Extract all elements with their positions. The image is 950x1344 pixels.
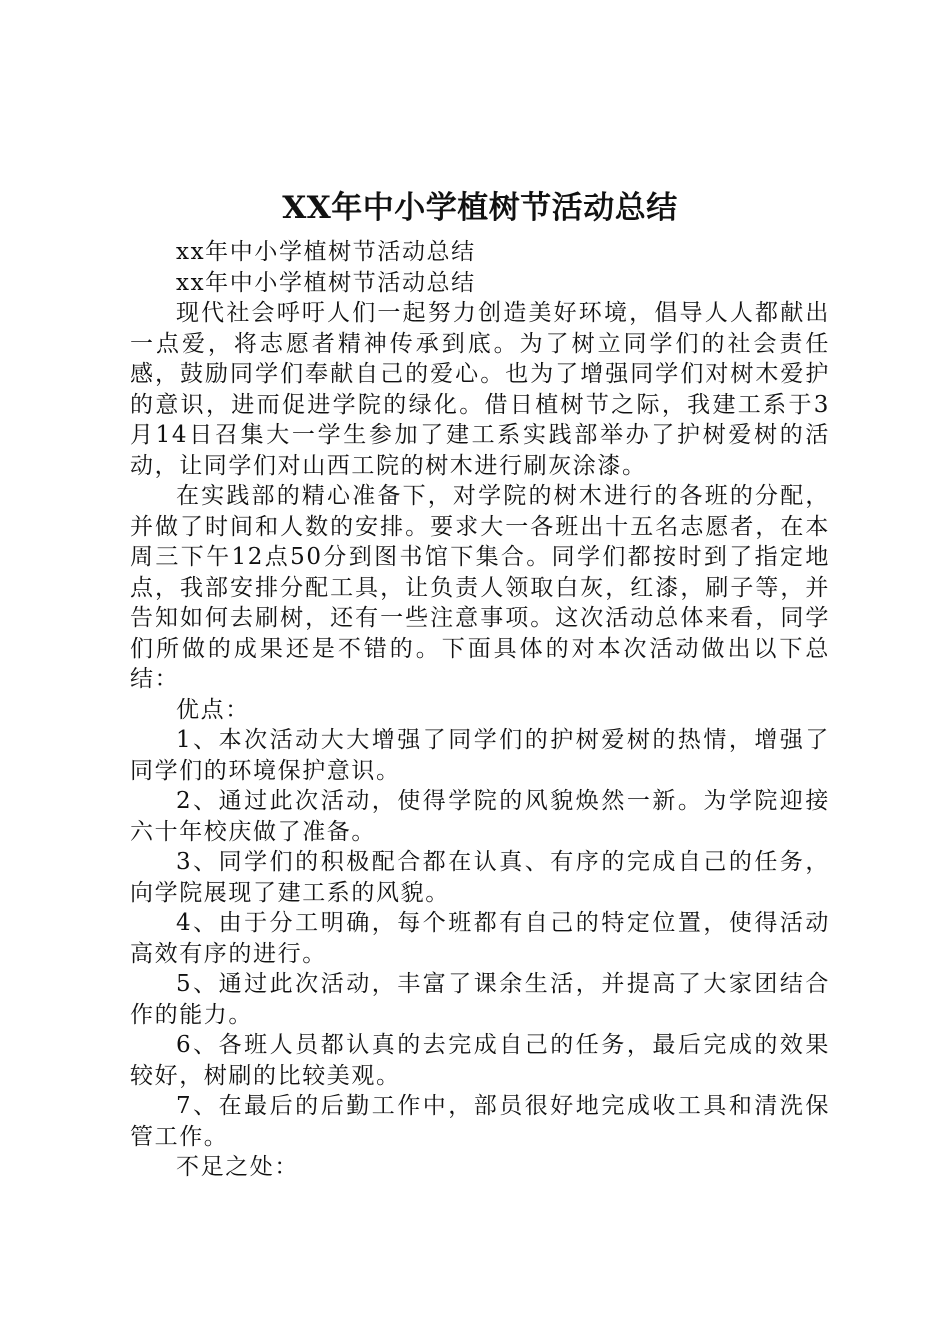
list-item: 1、本次活动大大增强了同学们的护树爱树的热情，增强了同学们的环境保护意识。	[130, 727, 830, 784]
section-heading-advantages: 优点：	[176, 696, 250, 723]
subtitle-line: xx年中小学植树节活动总结	[176, 269, 476, 296]
list-item: 5、通过此次活动，丰富了课余生活，并提高了大家团结合作的能力。	[130, 971, 830, 1028]
document-body	[130, 185, 830, 1183]
list-item: 4、由于分工明确，每个班都有自己的特定位置，使得活动高效有序的进行。	[130, 910, 830, 967]
intro-paragraph: 现代社会呼吁人们一起努力创造美好环境，倡导人人都献出一点爱，将志愿者精神传承到底。为了树立同学们的社会责任感，鼓励同学们奉献自己的爱心。也为了增强同学们对树木爱护的意识，进而促进学院的绿化。借日植树节之际，我建工系于3月14日召集大一学生参加了建工系实践部举办了护树爱树的活动，让同学们对山西工院的树木进行刷灰涂漆。	[130, 300, 830, 479]
list-item: 3、同学们的积极配合都在认真、有序的完成自己的任务，向学院展现了建工系的风貌。	[130, 849, 830, 906]
list-item: 7、在最后的后勤工作中，部员很好地完成收工具和清洗保管工作。	[130, 1093, 830, 1150]
section-heading-shortcomings: 不足之处：	[176, 1154, 299, 1180]
body-paragraph: 在实践部的精心准备下，对学院的树木进行的各班的分配，并做了时间和人数的安排。要求大一各班出十五名志愿者，在本周三下午12点50分到图书馆下集合。同学们都按时到了指定地点，我部安排分配工具，让负责人领取白灰，红漆，刷子等，并告知如何去刷树，还有一些注意事项。这次活动总体来看，同学们所做的成果还是不错的。下面具体的对本次活动做出以下总结：	[130, 483, 830, 692]
subtitle-line: xx年中小学植树节活动总结	[176, 239, 476, 265]
list-item: 2、通过此次活动，使得学院的风貌焕然一新。为学院迎接六十年校庆做了准备。	[130, 788, 830, 845]
document-title: XX年中小学植树节活动总结	[282, 190, 678, 226]
list-item: 6、各班人员都认真的去完成自己的任务，最后完成的效果较好，树刷的比较美观。	[130, 1032, 830, 1089]
